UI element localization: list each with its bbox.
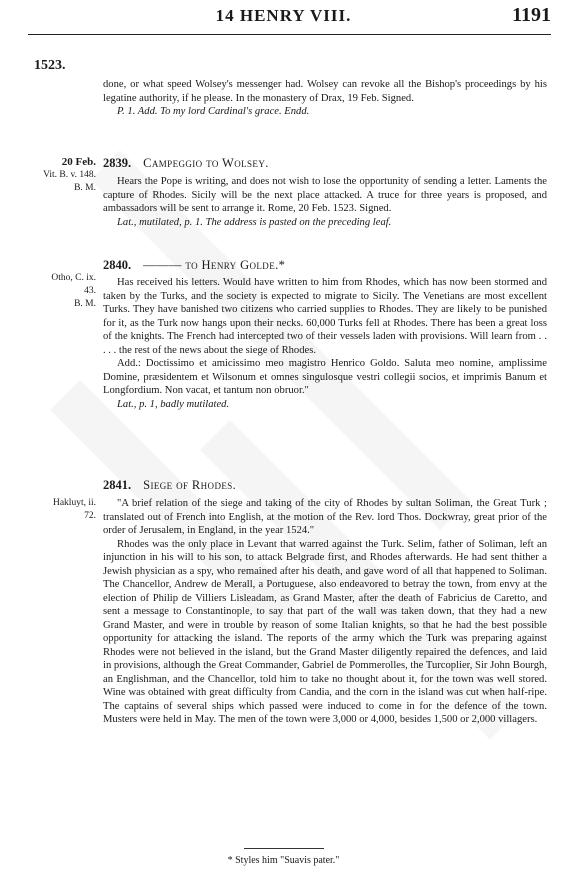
margin-ref-line: 72. bbox=[84, 511, 96, 521]
entry-title: ——— to Henry Golde.* bbox=[143, 258, 286, 272]
entry-body-2839 bbox=[103, 175, 547, 229]
margin-ref-line: Otho, C. ix. bbox=[51, 273, 96, 283]
margin-ref-line: B. M. bbox=[74, 183, 96, 193]
entry-number: 2840. bbox=[103, 258, 132, 272]
entry-note: Lat., mutilated, p. 1. The address is pasted on the preceding leaf. bbox=[117, 216, 392, 228]
entry-heading-2839 bbox=[103, 156, 269, 171]
entry-body-2841 bbox=[103, 497, 547, 727]
entry-heading-2840 bbox=[103, 258, 285, 273]
page-number: 1191 bbox=[512, 4, 551, 26]
entry-address: Add.: Doctissimo et amicissimo meo magistro Henrico Goldo. Saluta meo nomine, amplissime Domine, præsidentem et Wilsonum et omnes singulosque vestri collegii socios, et imprimis Banum et Longfordium. Non vacat, et tantum non obruor." bbox=[103, 358, 547, 396]
entry-heading-2841 bbox=[103, 478, 236, 493]
margin-2840 bbox=[24, 272, 96, 311]
entry-note: Lat., p. 1, badly mutilated. bbox=[117, 398, 230, 410]
continuation-block bbox=[103, 78, 547, 119]
margin-ref-line: Hakluyt, ii. bbox=[52, 498, 96, 508]
header-rule bbox=[28, 34, 551, 35]
entry-number: 2841. bbox=[103, 478, 132, 492]
margin-ref-line: B. M. bbox=[74, 299, 96, 309]
margin-year: 1523. bbox=[34, 58, 66, 73]
entry-body-2840 bbox=[103, 276, 547, 411]
footnote-rule bbox=[244, 848, 324, 849]
entry-text: Hears the Pope is writing, and does not wish to lose the opportunity of sending a letter. Laments the capture of Rhodes. Sicily will be the next place attacked. A truce for three years is proposed, and ambassadors will be sent to arrange it. Rome, 20 Feb. 1523. Signed. bbox=[103, 176, 547, 214]
footnote: * Styles him "Suavis pater." bbox=[227, 855, 340, 866]
margin-ref-line: Vit. B. v. 148. bbox=[43, 170, 96, 180]
margin-2841 bbox=[24, 497, 96, 523]
entry-title: Campeggio to Wolsey. bbox=[143, 156, 269, 170]
entry-title: Siege of Rhodes. bbox=[143, 478, 237, 492]
continuation-text: done, or what speed Wolsey's messenger had. Wolsey can revoke all the Bishop's proceedings by his legatine authority, if he please. In the monastery of Drax, 19 Feb. Signed. bbox=[103, 79, 547, 104]
margin-ref-line: 43. bbox=[84, 286, 96, 296]
running-title: 14 HENRY VIII. bbox=[215, 6, 352, 25]
margin-date: 20 Feb. bbox=[61, 156, 96, 168]
continuation-note: P. 1. Add. To my lord Cardinal's grace. Endd. bbox=[117, 106, 310, 117]
entry-text: Has received his letters. Would have written to him from Rhodes, which has now been stormed and taken by the Turks, and the society is expected to migrate to Sicily. The Venetians are most excellent Turks. They have banished two citizens who carried supplies to Rhodes. They are likely to be punished for it, as the Turk now hangs upon their necks. 60,000 Turks fell at Rhodes. There has been a great loss of the knights. The French had intercepted two of their vessels laden with provisions. Will learn from . . . . . the rest of the news about the siege of Rhodes. bbox=[103, 277, 547, 356]
entry-quote: "A brief relation of the siege and taking of the city of Rhodes by sultan Soliman, the Great Turk ; translated out of French into English, at the motion of the Rev. lord Thos. Dockwray, great prior of the order of Jerusalem, in England, in the year 1524." bbox=[103, 498, 547, 536]
margin-2839 bbox=[24, 156, 96, 195]
entry-number: 2839. bbox=[103, 156, 132, 170]
entry-text: Rhodes was the only place in Levant that warred against the Turk. Selim, father of Soliman, left an injunction in his will to his son, to attack Belgrade first, and Rhodes afterwards. He had sent thither a Jewish physician as a spy, who remained after his death, and gave word of all that happened to Soliman. The Chancellor, Andrew de Merall, a Portuguese, also endeavored to betray the town, from envy at the election of Philip de Villiers Lisleadam, as Grand Master, after the death of Fabricius de Caretto, and sent a message to Constantinople, to say that part of the wall was taken down, that they had a new Grand Master, and were in trouble by reason of some Italian knights, so that he had the best possible opportunity for attacking the island. The reports of the army which the Turk was preparing against Rhodes were not believed in the island, but the Grand Master diligently repaired the defences, and laid in provisions, although the Great Commander, Gabriel de Pommerolles, the Turcoplier, Sir John Bourgh, an Englishman, and the Chancellor, told him to take no thought about it, for the town was well stored. Wine was obtained with great difficulty from Candia, and the corn in the island was cut when half-ripe. The captains of several ships which passed were induced to come in for the defence of the town. Musters were held in May. The men of the town were 3,000 or 4,000, besides 1,500 or 2,000 villagers. bbox=[103, 538, 547, 725]
